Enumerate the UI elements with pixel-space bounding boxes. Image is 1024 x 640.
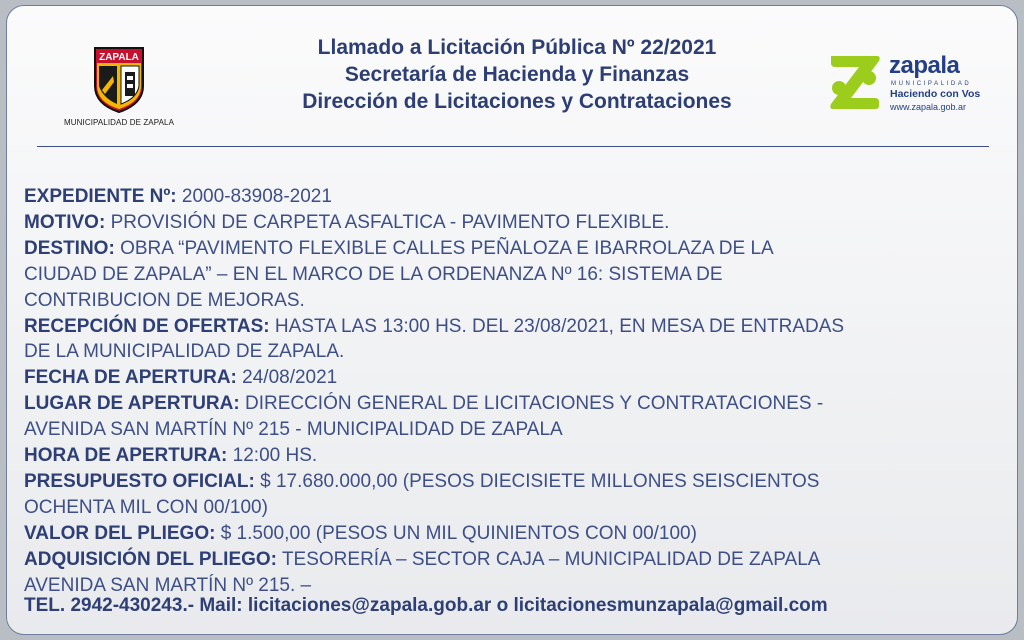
field-fecha-apertura — [24, 365, 1014, 391]
destino-value-3: CONTRIBUCION DE MEJORAS. — [24, 289, 305, 311]
brand-website[interactable]: www.zapala.gob.ar — [890, 102, 967, 112]
shield-icon — [93, 46, 145, 114]
lugar-apertura-label: LUGAR DE APERTURA: — [24, 393, 240, 415]
fecha-apertura-label: FECHA DE APERTURA: — [24, 367, 237, 389]
presupuesto-value-1: $ 17.680.000,00 (PESOS DIECISIETE MILLONES SEISCIENTOS — [260, 470, 820, 492]
destino-value-1: OBRA “PAVIMENTO FLEXIBLE CALLES PEÑALOZA E IBARROLAZA DE LA — [120, 237, 774, 259]
field-hora-apertura — [24, 443, 1014, 469]
lugar-apertura-value-2: AVENIDA SAN MARTÍN Nº 215 - MUNICIPALIDAD DE ZAPALA — [24, 419, 563, 441]
title-line-1: Llamado a Licitación Pública Nº 22/2021 — [317, 36, 717, 59]
field-presupuesto — [24, 469, 1014, 495]
adquisicion-value-2: AVENIDA SAN MARTÍN Nº 215. – — [24, 574, 312, 596]
presupuesto-label: PRESUPUESTO OFICIAL: — [24, 470, 255, 492]
adquisicion-value-1: TESORERÍA – SECTOR CAJA – MUNICIPALIDAD DE ZAPALA — [281, 548, 821, 570]
lugar-apertura-value-1: DIRECCIÓN GENERAL DE LICITACIONES Y CONTRATACIONES - — [244, 393, 824, 415]
field-destino — [24, 236, 1014, 262]
expediente-label: EXPEDIENTE Nº: — [24, 186, 177, 207]
title-line-2: Secretaría de Hacienda y Finanzas — [344, 63, 690, 86]
notice-body — [24, 184, 1014, 599]
presupuesto-value-2: OCHENTA MIL CON 00/100) — [24, 496, 268, 518]
destino-value-2: CIUDAD DE ZAPALA” – EN EL MARCO DE LA ORDENANZA Nº 16: SISTEMA DE — [24, 263, 723, 285]
field-lugar-apertura — [24, 391, 1014, 417]
field-motivo — [24, 210, 1014, 236]
z-mark-icon — [827, 52, 881, 112]
hora-apertura-label: HORA DE APERTURA: — [24, 445, 228, 467]
brand-name: zapala — [889, 52, 960, 79]
brand-slogan: Haciendo con Vos — [890, 88, 981, 100]
motivo-value: PROVISIÓN DE CARPETA ASFALTICA - PAVIMENTO FLEXIBLE. — [110, 211, 670, 233]
brand-municipalidad: MUNICIPALIDAD — [891, 81, 972, 87]
logo-caption: MUNICIPALIDAD DE ZAPALA — [63, 118, 175, 127]
recepcion-value-2: DE LA MUNICIPALIDAD DE ZAPALA. — [24, 341, 345, 363]
valor-pliego-value: $ 1.500,00 (PESOS UN MIL QUINIENTOS CON 00/100) — [220, 522, 697, 544]
field-adquisicion — [24, 547, 1014, 573]
zapala-brand-logo — [827, 52, 997, 116]
motivo-label: MOTIVO: — [24, 211, 106, 233]
field-valor-pliego — [24, 521, 1014, 547]
adquisicion-label: ADQUISICIÓN DEL PLIEGO: — [24, 548, 278, 570]
fecha-apertura-value: 24/08/2021 — [242, 367, 338, 389]
hora-apertura-value: 12:00 HS. — [232, 445, 318, 467]
notice-card — [6, 5, 1018, 635]
contact-line: TEL. 2942-430243.- Mail: licitaciones@zapala.gob.ar o licitacionesmunzapala@gmail.com — [24, 595, 828, 616]
recepcion-label: RECEPCIÓN DE OFERTAS: — [24, 315, 270, 337]
field-recepcion — [24, 314, 1014, 340]
municipal-shield-logo — [59, 46, 179, 127]
expediente-value: 2000-83908-2021 — [181, 186, 332, 207]
title-line-3: Dirección de Licitaciones y Contrataciones — [302, 90, 732, 113]
shield-text: ZAPALA — [99, 52, 139, 63]
destino-label: DESTINO: — [24, 237, 115, 259]
recepcion-value-1: HASTA LAS 13:00 HS. DEL 23/08/2021, EN MESA DE ENTRADAS — [274, 315, 845, 337]
page-title — [187, 34, 847, 115]
valor-pliego-label: VALOR DEL PLIEGO: — [24, 522, 216, 544]
field-expediente — [24, 184, 1014, 210]
header-divider — [37, 146, 989, 147]
